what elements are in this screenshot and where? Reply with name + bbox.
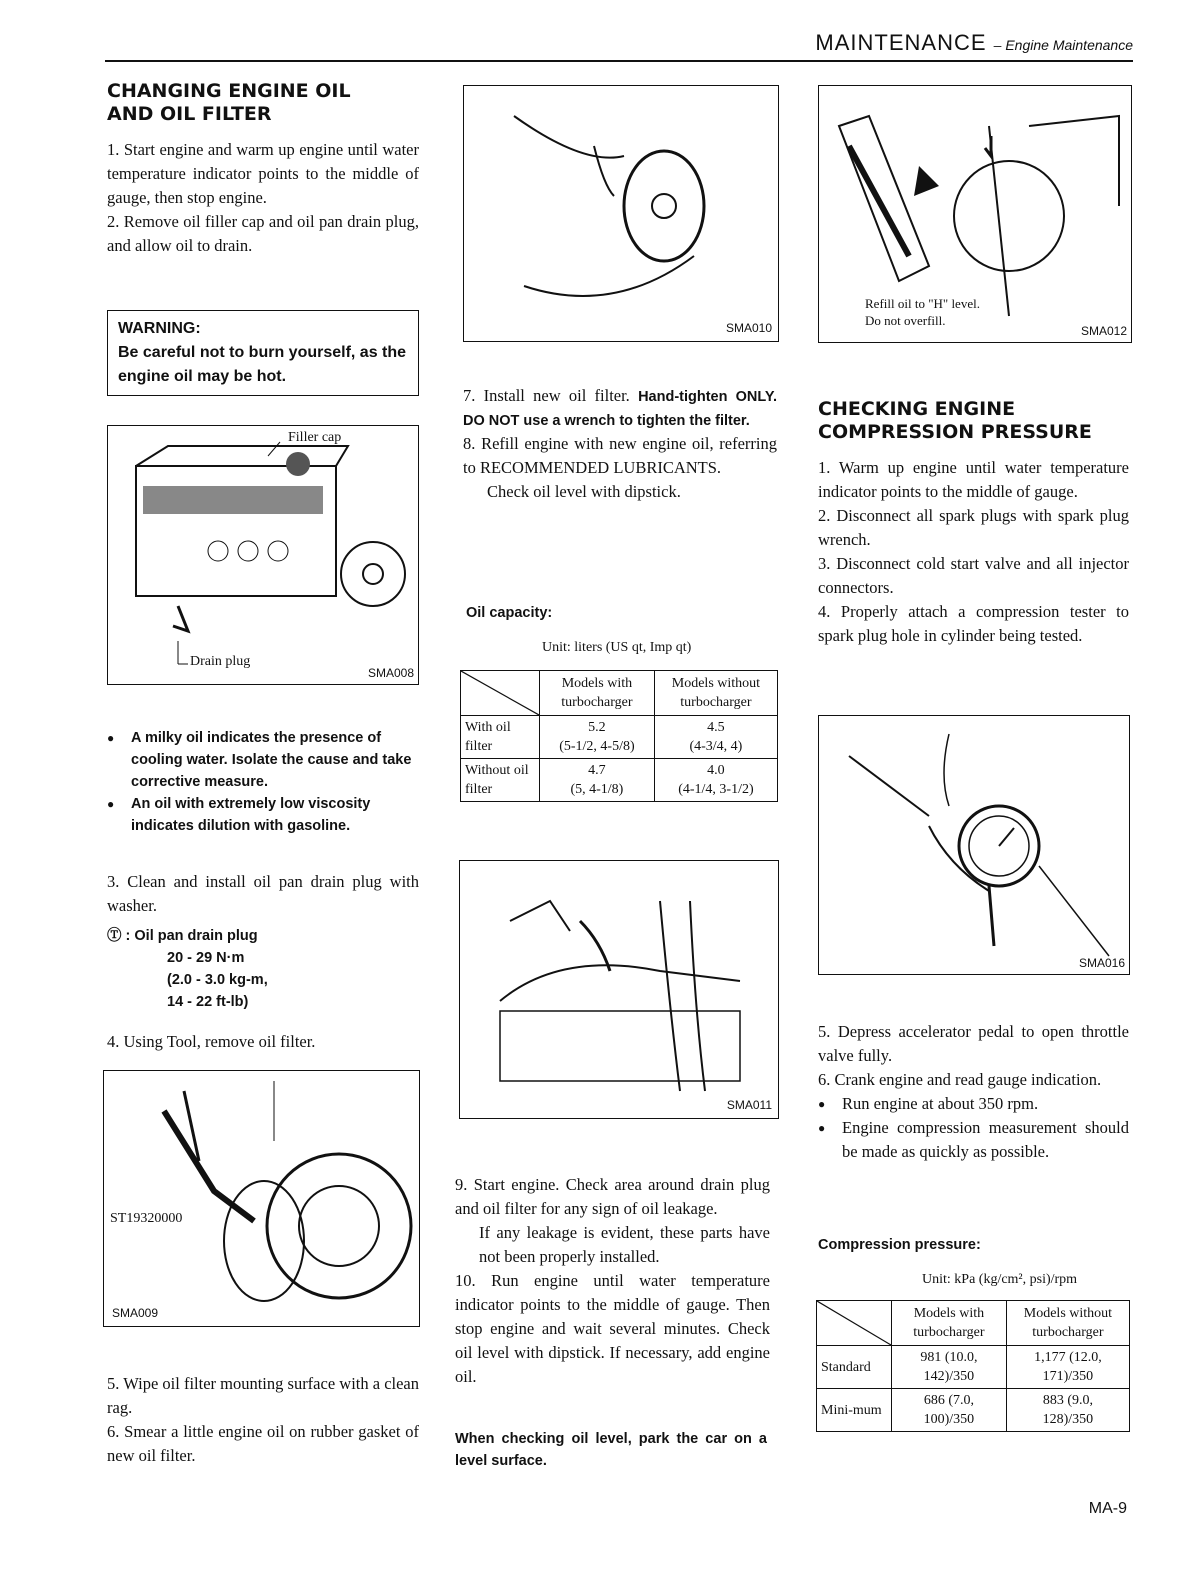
table-header-turbo: Models with turbocharger <box>892 1301 1007 1346</box>
bullet-milky-oil: ● A milky oil indicates the presence of cooling water. Isolate the cause and take corrective measure. <box>107 727 422 793</box>
page-number: MA-9 <box>1088 1500 1127 1517</box>
table-cell: 4.5 (4-3/4, 4) <box>654 716 777 759</box>
compression-tester-illustration <box>819 716 1129 974</box>
step-2: 2. Disconnect all spark plugs with spark plug wrench. <box>818 506 1129 549</box>
table-cell: 5.2 (5-1/2, 4-5/8) <box>540 716 655 759</box>
table-header-no-turbo: Models without turbocharger <box>654 671 777 716</box>
table-cell: 4.7 (5, 4-1/8) <box>540 759 655 802</box>
level-note: When checking oil level, park the car on a level surface. <box>455 1431 767 1469</box>
warning-text: Be careful not to burn yourself, as the engine oil may be hot. <box>118 344 407 385</box>
table-header-row <box>817 1301 1130 1346</box>
step-4: 4. Using Tool, remove oil filter. <box>107 1032 316 1051</box>
label-refill: Refill oil to "H" level. <box>865 296 980 311</box>
table-cell: 1,177 (12.0, 171)/350 <box>1006 1346 1129 1389</box>
compression-pressure-title: Compression pressure: <box>818 1237 981 1253</box>
step-1: 1. Start engine and warm up engine until water temperature indicator points to the middle of gauge, then stop engine. <box>107 140 419 207</box>
warning-box <box>107 310 419 396</box>
col1-steps-top <box>107 138 419 258</box>
diagonal-line <box>817 1301 891 1345</box>
step-8-check: Check oil level with dipstick. <box>487 482 681 501</box>
row-label: Standard <box>817 1346 892 1389</box>
step-6: 6. Smear a little engine oil on rubber gasket of new oil filter. <box>107 1422 419 1465</box>
step-9-evident: If any leakage is evident, these parts have not been properly installed. <box>479 1223 770 1266</box>
diagonal-line <box>461 671 539 715</box>
table-header-row <box>461 671 778 716</box>
row-label: With oil filter <box>461 716 540 759</box>
col3-heading-wrap <box>818 398 1118 444</box>
figure-compression-tester <box>818 715 1130 975</box>
table-row <box>461 716 778 759</box>
step-1: 1. Warm up engine until water temperature indicator points to the middle of gauge. <box>818 458 1129 501</box>
step-10: 10. Run engine until water temperature indicator points to the middle of gauge. Then stop engine and wait several minutes. Check oil level with dipstick. If necessary, add engine oil. <box>455 1271 770 1386</box>
table-header-no-turbo: Models without turbocharger <box>1006 1301 1129 1346</box>
oil-capacity-title: Oil capacity: <box>466 605 553 621</box>
col1-steps-bottom <box>107 1372 419 1468</box>
figure-code: SMA008 <box>367 666 414 680</box>
section-heading-oil: CHANGING ENGINE OIL AND OIL FILTER <box>107 80 351 125</box>
bullet-low-viscosity: ● An oil with extremely low viscosity indicates dilution with gasoline. <box>107 793 422 837</box>
torque-value-nm: 20 - 29 N·m <box>167 950 245 966</box>
dipstick-illustration <box>460 861 778 1118</box>
engine-illustration <box>108 426 418 684</box>
header-section: MAINTENANCE <box>815 30 987 55</box>
table-cell: 981 (10.0, 142)/350 <box>892 1346 1007 1389</box>
table-row <box>817 1389 1130 1432</box>
step-7 <box>463 384 777 432</box>
step-7-text: 7. Install new oil filter. <box>463 386 639 405</box>
table-cell: 883 (9.0, 128)/350 <box>1006 1389 1129 1432</box>
table-corner <box>817 1301 892 1346</box>
step-2: 2. Remove oil filler cap and oil pan drain plug, and allow oil to drain. <box>107 212 419 255</box>
table-corner <box>461 671 540 716</box>
figure-code: SMA009 <box>112 1306 159 1320</box>
table-header-turbo: Models with turbocharger <box>540 671 655 716</box>
step-5: 5. Depress accelerator pedal to open throttle valve fully. <box>818 1022 1129 1065</box>
figure-code: SMA016 <box>1078 956 1125 970</box>
table-row <box>461 759 778 802</box>
step-7-emphasis: Hand-tighten ONLY. DO NOT use a wrench to tighten the filter. <box>463 389 777 429</box>
row-label: Mini-mum <box>817 1389 892 1432</box>
col3-steps-1-4 <box>818 456 1129 648</box>
step-4: 4. Properly attach a compression tester to spark plug hole in cylinder being tested. <box>818 602 1129 645</box>
torque-spec <box>107 925 417 1013</box>
warning-title: WARNING: <box>118 320 201 337</box>
step-5: 5. Wipe oil filter mounting surface with a clean rag. <box>107 1374 419 1417</box>
bullet-quickly: ● Engine compression measurement should be made as quickly as possible. <box>818 1116 1129 1164</box>
row-label: Without oil filter <box>461 759 540 802</box>
oil-capacity-table <box>460 670 778 802</box>
step-8: 8. Refill engine with new engine oil, referring to RECOMMENDED LUBRICANTS. <box>463 434 777 477</box>
label-tool-number: ST19320000 <box>110 1211 183 1226</box>
step-9: 9. Start engine. Check area around drain plug and oil filter for any sign of oil leakage. <box>455 1175 770 1218</box>
label-filler-cap: Filler cap <box>288 430 342 445</box>
label-no-overfill: Do not overfill. <box>865 313 946 328</box>
figure-code: SMA010 <box>725 321 772 335</box>
col3-steps-5-6 <box>818 1020 1129 1164</box>
figure-code: SMA012 <box>1080 324 1127 338</box>
figure-code: SMA011 <box>726 1098 772 1112</box>
filter-wrench-illustration <box>104 1071 419 1326</box>
oil-capacity-unit: Unit: liters (US qt, Imp qt) <box>542 640 692 655</box>
step-3: 3. Disconnect cold start valve and all injector connectors. <box>818 554 1129 597</box>
table-cell: 4.0 (4-1/4, 3-1/2) <box>654 759 777 802</box>
section-heading-compression: CHECKING ENGINE COMPRESSION PRESSURE <box>818 398 1092 443</box>
step-3: 3. Clean and install oil pan drain plug with washer. <box>107 872 419 915</box>
figure-filter-wrench <box>103 1070 420 1327</box>
torque-value-ftlb: 14 - 22 ft-lb) <box>167 994 249 1010</box>
compression-pressure-unit: Unit: kPa (kg/cm², psi)/rpm <box>922 1272 1078 1287</box>
torque-value-kgm: (2.0 - 3.0 kg-m, <box>167 972 268 988</box>
table-row <box>817 1346 1130 1389</box>
step-4-wrap <box>107 1030 419 1054</box>
running-header <box>815 30 1133 56</box>
header-rule <box>105 60 1133 62</box>
label-drain-plug: Drain plug <box>190 654 251 669</box>
figure-install-filter <box>463 85 779 342</box>
hand-filter-illustration <box>464 86 778 341</box>
figure-engine-drain <box>107 425 419 685</box>
col1-heading-wrap <box>107 80 372 126</box>
step-6: 6. Crank engine and read gauge indication. <box>818 1070 1102 1089</box>
header-subsection: – Engine Maintenance <box>993 37 1133 53</box>
figure-refill-oil <box>818 85 1132 343</box>
torque-label: Ⓣ : Oil pan drain plug <box>107 928 258 944</box>
bullet-350-rpm: ● Run engine at about 350 rpm. <box>818 1092 1129 1116</box>
col2-steps-7-8 <box>463 384 777 504</box>
step-3-wrap <box>107 870 419 918</box>
compression-pressure-table <box>816 1300 1130 1432</box>
bullets-oil-condition <box>107 727 422 837</box>
table-cell: 686 (7.0, 100)/350 <box>892 1389 1007 1432</box>
figure-dipstick-engine <box>459 860 779 1119</box>
col2-steps-9-10 <box>455 1173 770 1389</box>
